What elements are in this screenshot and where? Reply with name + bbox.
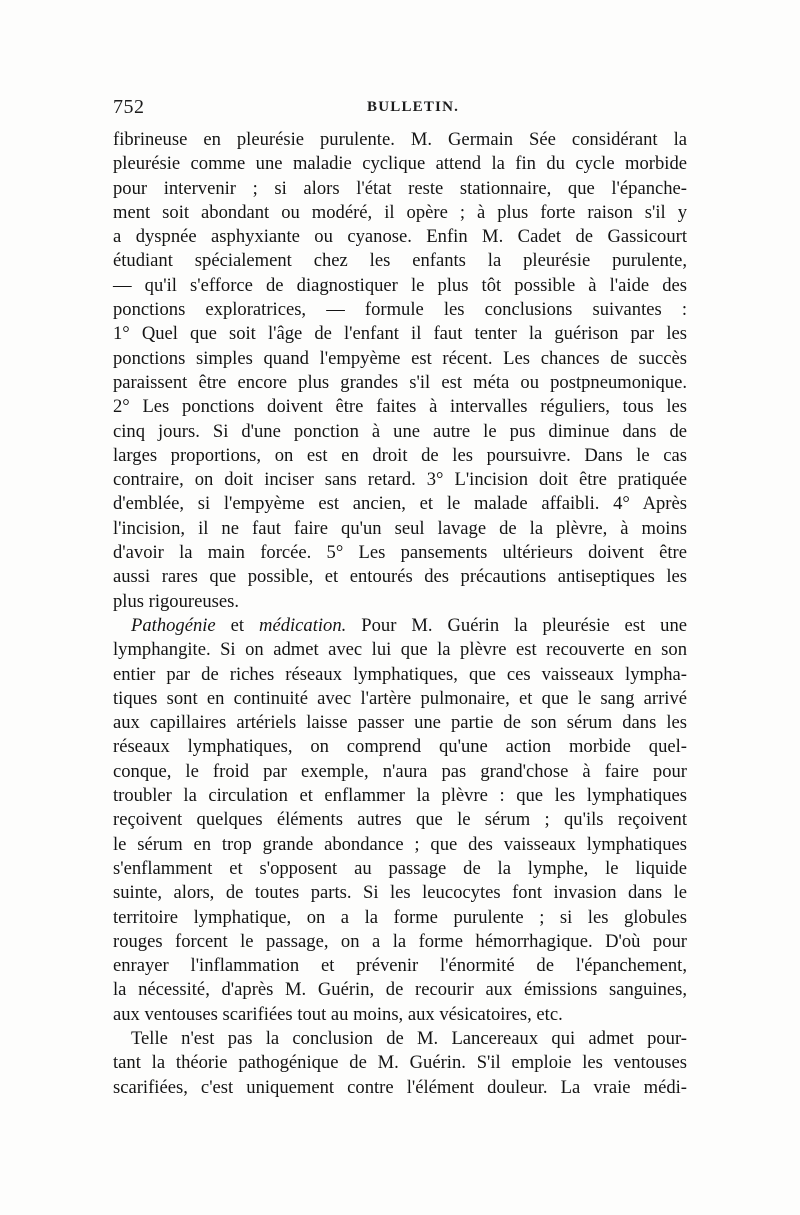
text-line: 1° Quel que soit l'âge de l'enfant il faut tenter la guérison par les xyxy=(113,323,687,345)
text-line: larges proportions, on est en droit de les poursuivre. Dans le cas xyxy=(113,444,687,466)
text-line: ponctions exploratrices, — formule les conclusions suivantes : xyxy=(113,299,687,321)
text-line: le sérum en trop grande abondance ; que des vaisseaux lymphatiques xyxy=(113,833,687,855)
running-title: BULLETIN. xyxy=(367,99,460,115)
text-line: Telle n'est pas la conclusion de M. Lancereaux qui admet pour- xyxy=(131,1027,687,1049)
text-line: plus rigoureuses. xyxy=(113,590,240,612)
text-line: tiques sont en continuité avec l'artère pulmonaire, et que le sang arrivé xyxy=(113,687,687,709)
text-line: paraissent être encore plus grandes s'il est méta ou postpneumonique. xyxy=(113,371,687,393)
text-line: l'incision, il ne faut faire qu'un seul lavage de la plèvre, à moins xyxy=(113,517,687,539)
text-line: s'enflamment et s'opposent au passage de la lymphe, le liquide xyxy=(113,857,687,879)
text-line: conque, le froid par exemple, n'aura pas grand'chose à faire pour xyxy=(113,760,687,782)
text-line: d'avoir la main forcée. 5° Les pansements ultérieurs doivent être xyxy=(113,542,687,564)
section-heading-pathogenie: Pathogénie xyxy=(131,614,216,636)
text-line: lymphangite. Si on admet avec lui que la plèvre est recouverte en son xyxy=(113,639,687,661)
text-line: réseaux lymphatiques, on comprend qu'une action morbide quel- xyxy=(113,736,687,758)
body-text xyxy=(113,128,687,1100)
text-line: troubler la circulation et enflammer la plèvre : que les lymphatiques xyxy=(113,785,687,807)
text-line: cinq jours. Si d'une ponction à une autre le pus diminue dans de xyxy=(113,420,687,442)
text-line: aussi rares que possible, et entourés des précautions antiseptiques les xyxy=(113,566,687,588)
text-line: reçoivent quelques éléments autres que le sérum ; qu'ils reçoivent xyxy=(113,809,687,831)
text-line: tant la théorie pathogénique de M. Guérin. S'il emploie les ventouses xyxy=(113,1052,687,1074)
text-line: — qu'il s'efforce de diagnostiquer le plus tôt possible à l'aide des xyxy=(113,274,687,296)
text-line: ponctions simples quand l'empyème est récent. Les chances de succès xyxy=(113,347,687,369)
text-line: pleurésie comme une maladie cyclique attend la fin du cycle morbide xyxy=(113,153,687,175)
text-line: contraire, on doit inciser sans retard. 3° L'incision doit être pratiquée xyxy=(113,469,687,491)
section-heading-line xyxy=(113,614,687,638)
running-head xyxy=(113,96,687,120)
text-line: rouges forcent le passage, on a la forme hémorrhagique. D'où pour xyxy=(113,930,687,952)
text-line: suinte, alors, de toutes parts. Si les leucocytes font invasion dans le xyxy=(113,882,687,904)
text-line: ment soit abondant ou modéré, il opère ; à plus forte raison s'il y xyxy=(113,201,687,223)
text-line: aux ventouses scarifiées tout au moins, aux vésicatoires, etc. xyxy=(113,1003,563,1025)
section-heading-connector: et xyxy=(215,614,260,636)
text-line: d'emblée, si l'empyème est ancien, et le malade affaibli. 4° Après xyxy=(113,493,687,515)
page-number: 752 xyxy=(113,96,145,118)
text-line: territoire lymphatique, on a la forme purulente ; si les globules xyxy=(113,906,687,928)
text-line: enrayer l'inflammation et prévenir l'énormité de l'épanchement, xyxy=(113,955,687,977)
section-heading-medication: médication. xyxy=(259,614,347,636)
text-line: a dyspnée asphyxiante ou cyanose. Enfin M. Cadet de Gassicourt xyxy=(113,226,687,248)
text-line: la nécessité, d'après M. Guérin, de recourir aux émissions sanguines, xyxy=(113,979,687,1001)
text-line: 2° Les ponctions doivent être faites à intervalles réguliers, tous les xyxy=(113,396,687,418)
text-line: pour intervenir ; si alors l'état reste stationnaire, que l'épanche- xyxy=(113,177,687,199)
text-line: entier par de riches réseaux lymphatiques, que ces vaisseaux lympha- xyxy=(113,663,687,685)
text-line: fibrineuse en pleurésie purulente. M. Germain Sée considérant la xyxy=(113,129,687,150)
text-line: scarifiées, c'est uniquement contre l'élément douleur. La vraie médi- xyxy=(113,1076,687,1098)
text-line: étudiant spécialement chez les enfants la pleurésie purulente, xyxy=(113,250,687,272)
section-heading-rest: Pour M. Guérin la pleurésie est une xyxy=(346,614,687,636)
text-line: aux capillaires artériels laisse passer une partie de son sérum dans les xyxy=(113,712,687,734)
